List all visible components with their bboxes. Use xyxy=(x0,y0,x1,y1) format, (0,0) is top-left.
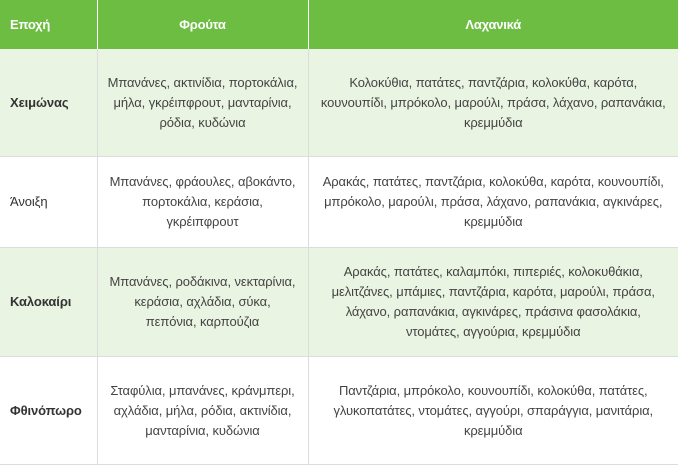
column-header-season: Εποχή xyxy=(0,0,97,49)
fruits-cell: Μπανάνες, ακτινίδια, πορτοκάλια, μήλα, γκρέιπφρουτ, μανταρίνια, ρόδια, κυδώνια xyxy=(97,49,308,157)
vegetables-cell: Αρακάς, πατάτες, καλαμπόκι, πιπεριές, κολοκυθάκια, μελιτζάνες, μπάμιες, παντζάρια, καρότα, μαρούλι, πράσα, λάχανο, ραπανάκια, αγκινάρες, πράσινα φασολάκια, ντομάτες, αγγούρια, κρεμμύδια xyxy=(308,248,678,357)
column-header-vegetables: Λαχανικά xyxy=(308,0,678,49)
fruits-cell: Σταφύλια, μπανάνες, κράνμπερι, αχλάδια, μήλα, ρόδια, ακτινίδια, μανταρίνια, κυδώνια xyxy=(97,357,308,465)
season-cell: Φθινόπωρο xyxy=(0,357,97,465)
table-header xyxy=(0,0,678,49)
vegetables-cell: Παντζάρια, μπρόκολο, κουνουπίδι, κολοκύθα, πατάτες, γλυκοπατάτες, ντομάτες, αγγούρι, σπαράγγια, μανιτάρια, κρεμμύδια xyxy=(308,357,678,465)
fruits-cell: Μπανάνες, ροδάκινα, νεκταρίνια, κεράσια, αχλάδια, σύκα, πεπόνια, καρπούζια xyxy=(97,248,308,357)
season-cell: Καλοκαίρι xyxy=(0,248,97,357)
table-row xyxy=(0,248,678,357)
vegetables-cell: Αρακάς, πατάτες, παντζάρια, κολοκύθα, καρότα, κουνουπίδι, μπρόκολο, μαρούλι, πράσα, λάχανο, ραπανάκια, αγκινάρες, κρεμμύδια xyxy=(308,157,678,248)
header-row xyxy=(0,0,678,49)
table-row xyxy=(0,157,678,248)
season-cell: Άνοιξη xyxy=(0,157,97,248)
season-cell: Χειμώνας xyxy=(0,49,97,157)
column-header-fruits: Φρούτα xyxy=(97,0,308,49)
fruits-cell: Μπανάνες, φράουλες, αβοκάντο, πορτοκάλια, κεράσια, γκρέιπφρουτ xyxy=(97,157,308,248)
vegetables-cell: Κολοκύθια, πατάτες, παντζάρια, κολοκύθα, καρότα, κουνουπίδι, μπρόκολο, μαρούλι, πράσα, λάχανο, ραπανάκια, κρεμμύδια xyxy=(308,49,678,157)
table-row xyxy=(0,357,678,465)
table-body xyxy=(0,49,678,465)
table-row xyxy=(0,49,678,157)
